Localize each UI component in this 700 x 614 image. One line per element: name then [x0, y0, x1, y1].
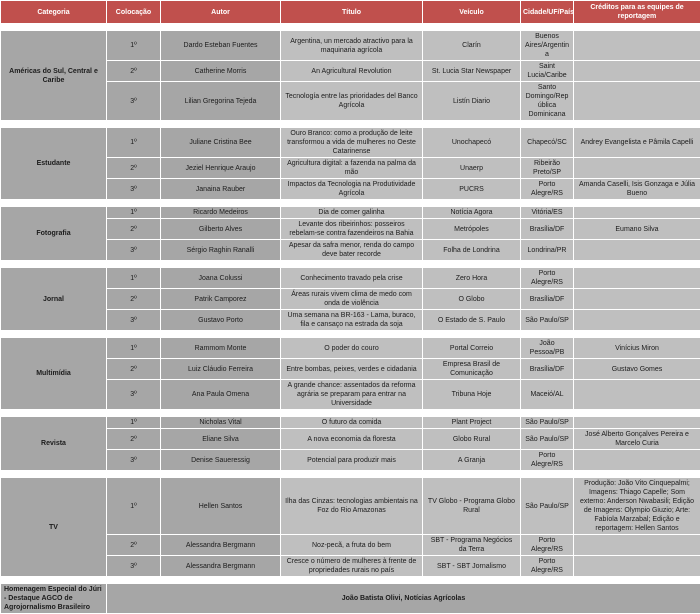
title-cell: Cresce o número de mulheres à frente de propriedades rurais no país	[281, 556, 423, 577]
place-cell: 2º	[107, 429, 161, 450]
credits-cell: Produção: João Vito Cinquepalmi; Imagens: Thiago Capelle; Som externo: Anderson Nwabasili; Edição de Imagens: Olympio Giuzio; Arte: Fabíola Marzabal; Edição e reportagem: Hellen Santos	[574, 478, 700, 535]
place-cell: 1º	[107, 268, 161, 289]
title-cell: Agricultura digital: a fazenda na palma da mão	[281, 158, 423, 179]
spacer-row	[1, 331, 700, 338]
title-cell: Levante dos ribeirinhos: posseiros rebelam-se contra fazendeiros na Bahia	[281, 219, 423, 240]
place-cell: 2º	[107, 219, 161, 240]
credits-cell: José Alberto Gonçalves Pereira e Marcelo Curia	[574, 429, 700, 450]
place-cell: 2º	[107, 535, 161, 556]
author-cell: Patrik Camporez	[161, 289, 281, 310]
city-cell: São Paulo/SP	[521, 478, 574, 535]
author-cell: Jeziel Henrique Araujo	[161, 158, 281, 179]
author-cell: Sérgio Raghin Ranalli	[161, 240, 281, 261]
spacer-row	[1, 577, 700, 584]
header-autor: Autor	[161, 1, 281, 24]
credits-cell	[574, 31, 700, 61]
credits-cell	[574, 289, 700, 310]
author-cell: Ricardo Medeiros	[161, 207, 281, 219]
author-cell: Catherine Morris	[161, 61, 281, 82]
title-cell: Potencial para produzir mais	[281, 450, 423, 471]
vehicle-cell: TV Globo - Programa Globo Rural	[423, 478, 521, 535]
table-row	[1, 338, 700, 359]
place-cell: 3º	[107, 450, 161, 471]
vehicle-cell: O Estado de S. Paulo	[423, 310, 521, 331]
title-cell: Noz-pecã, a fruta do bem	[281, 535, 423, 556]
city-cell: Porto Alegre/RS	[521, 268, 574, 289]
author-cell: Denise Saueressig	[161, 450, 281, 471]
header-veiculo: Veículo	[423, 1, 521, 24]
header-titulo: Título	[281, 1, 423, 24]
category-cell: Homenagem Especial do Júri - Destaque AGCO de Agrojornalismo Brasileiro	[1, 584, 107, 614]
table-row	[1, 478, 700, 535]
city-cell: Vitória/ES	[521, 207, 574, 219]
vehicle-cell: Listín Diario	[423, 82, 521, 121]
spacer-row	[1, 121, 700, 128]
table-row	[1, 268, 700, 289]
author-cell: Rammom Monte	[161, 338, 281, 359]
special-mention-row	[1, 584, 700, 614]
title-cell: Dia de comer galinha	[281, 207, 423, 219]
credits-cell: Eumano Silva	[574, 219, 700, 240]
vehicle-cell: Unaerp	[423, 158, 521, 179]
title-cell: Ilha das Cinzas: tecnologias ambientais na Foz do Rio Amazonas	[281, 478, 423, 535]
vehicle-cell: Empresa Brasil de Comunicação	[423, 359, 521, 380]
vehicle-cell: SBT - Programa Negócios da Terra	[423, 535, 521, 556]
city-cell: São Paulo/SP	[521, 429, 574, 450]
city-cell: Brasília/DF	[521, 289, 574, 310]
author-cell: Ana Paula Omena	[161, 380, 281, 410]
place-cell: 2º	[107, 158, 161, 179]
credits-cell	[574, 535, 700, 556]
title-cell: A nova economia da floresta	[281, 429, 423, 450]
city-cell: Maceió/AL	[521, 380, 574, 410]
vehicle-cell: PUCRS	[423, 179, 521, 200]
city-cell: Brasília/DF	[521, 359, 574, 380]
vehicle-cell: Tribuna Hoje	[423, 380, 521, 410]
city-cell: Porto Alegre/RS	[521, 450, 574, 471]
author-cell: Nicholas Vital	[161, 417, 281, 429]
vehicle-cell: SBT - SBT Jornalismo	[423, 556, 521, 577]
credits-cell	[574, 158, 700, 179]
place-cell: 1º	[107, 31, 161, 61]
vehicle-cell: O Globo	[423, 289, 521, 310]
title-cell: Uma semana na BR-163 - Lama, buraco, fila e cansaço na estrada da soja	[281, 310, 423, 331]
table-row	[1, 31, 700, 61]
vehicle-cell: Notícia Agora	[423, 207, 521, 219]
place-cell: 1º	[107, 478, 161, 535]
title-cell: Tecnología entre las prioridades del Banco Agrícola	[281, 82, 423, 121]
credits-cell	[574, 310, 700, 331]
city-cell: Brasília/DF	[521, 219, 574, 240]
title-cell: O poder do couro	[281, 338, 423, 359]
title-cell: Conhecimento travado pela crise	[281, 268, 423, 289]
author-cell: Gustavo Porto	[161, 310, 281, 331]
author-cell: Eliane Silva	[161, 429, 281, 450]
spacer-row	[1, 261, 700, 268]
title-cell: O futuro da comida	[281, 417, 423, 429]
title-cell: Apesar da safra menor, renda do campo deve bater recorde	[281, 240, 423, 261]
city-cell: Ribeirão Preto/SP	[521, 158, 574, 179]
header-colocacao: Colocação	[107, 1, 161, 24]
credits-cell	[574, 268, 700, 289]
header-row	[1, 1, 700, 24]
place-cell: 2º	[107, 61, 161, 82]
author-cell: Dardo Esteban Fuentes	[161, 31, 281, 61]
vehicle-cell: Clarín	[423, 31, 521, 61]
title-cell: Impactos da Tecnologia na Produtividade Agrícola	[281, 179, 423, 200]
author-cell: Janaina Rauber	[161, 179, 281, 200]
credits-cell	[574, 240, 700, 261]
table-row	[1, 417, 700, 429]
vehicle-cell: Metrópoles	[423, 219, 521, 240]
category-cell: TV	[1, 478, 107, 577]
vehicle-cell: Portal Correio	[423, 338, 521, 359]
city-cell: São Paulo/SP	[521, 417, 574, 429]
table-row	[1, 128, 700, 158]
place-cell: 3º	[107, 556, 161, 577]
city-cell: Buenos Aires/Argentina	[521, 31, 574, 61]
city-cell: Saint Lucia/Caribe	[521, 61, 574, 82]
city-cell: Porto Alegre/RS	[521, 535, 574, 556]
city-cell: João Pessoa/PB	[521, 338, 574, 359]
vehicle-cell: A Granja	[423, 450, 521, 471]
place-cell: 1º	[107, 128, 161, 158]
title-cell: Argentina, un mercado atractivo para la maquinaria agrícola	[281, 31, 423, 61]
author-cell: Gilberto Alves	[161, 219, 281, 240]
credits-cell: Andrey Evangelista e Pâmila Capelli	[574, 128, 700, 158]
credits-cell: Amanda Caselli, Isis Gonzaga e Júlia Bueno	[574, 179, 700, 200]
place-cell: 3º	[107, 240, 161, 261]
title-cell: Áreas rurais vivem clima de medo com onda de violência	[281, 289, 423, 310]
place-cell: 3º	[107, 82, 161, 121]
category-cell: Multimídia	[1, 338, 107, 410]
title-cell: An Agricultural Revolution	[281, 61, 423, 82]
title-cell: Entre bombas, peixes, verdes e cidadania	[281, 359, 423, 380]
place-cell: 2º	[107, 289, 161, 310]
title-cell: Ouro Branco: como a produção de leite transformou a vida de mulheres no Oeste Catarinense	[281, 128, 423, 158]
vehicle-cell: Unochapecó	[423, 128, 521, 158]
table-row	[1, 207, 700, 219]
category-cell: Jornal	[1, 268, 107, 331]
author-cell: Alessandra Bergmann	[161, 535, 281, 556]
credits-cell	[574, 380, 700, 410]
credits-cell: Vinícius Miron	[574, 338, 700, 359]
category-cell: Revista	[1, 417, 107, 471]
spacer-row	[1, 471, 700, 478]
header-categoria: Categoria	[1, 1, 107, 24]
title-cell: A grande chance: assentados da reforma agrária se preparam para entrar na Universidade	[281, 380, 423, 410]
special-mention-value: João Batista Olivi, Notícias Agrícolas	[107, 584, 700, 614]
vehicle-cell: Plant Project	[423, 417, 521, 429]
category-cell: Fotografia	[1, 207, 107, 261]
credits-cell	[574, 417, 700, 429]
spacer-row	[1, 24, 700, 31]
place-cell: 1º	[107, 207, 161, 219]
vehicle-cell: Folha de Londrina	[423, 240, 521, 261]
credits-cell	[574, 61, 700, 82]
city-cell: Santo Domingo/República Dominicana	[521, 82, 574, 121]
city-cell: São Paulo/SP	[521, 310, 574, 331]
author-cell: Lilian Gregorina Tejeda	[161, 82, 281, 121]
category-cell: Américas do Sul, Central e Caribe	[1, 31, 107, 121]
author-cell: Juliane Cristina Bee	[161, 128, 281, 158]
place-cell: 3º	[107, 179, 161, 200]
place-cell: 1º	[107, 417, 161, 429]
city-cell: Chapecó/SC	[521, 128, 574, 158]
header-creditos: Créditos para as equipes de reportagem	[574, 1, 700, 24]
spacer-row	[1, 410, 700, 417]
place-cell: 3º	[107, 310, 161, 331]
vehicle-cell: Globo Rural	[423, 429, 521, 450]
credits-cell: Gustavo Gomes	[574, 359, 700, 380]
author-cell: Hellen Santos	[161, 478, 281, 535]
city-cell: Porto Alegre/RS	[521, 556, 574, 577]
category-cell: Estudante	[1, 128, 107, 200]
spacer-row	[1, 200, 700, 207]
credits-cell	[574, 82, 700, 121]
vehicle-cell: St. Lucia Star Newspaper	[423, 61, 521, 82]
city-cell: Londrina/PR	[521, 240, 574, 261]
author-cell: Alessandra Bergmann	[161, 556, 281, 577]
header-cidade: Cidade/UF/País	[521, 1, 574, 24]
credits-cell	[574, 556, 700, 577]
author-cell: Luiz Cláudio Ferreira	[161, 359, 281, 380]
credits-cell	[574, 450, 700, 471]
author-cell: Joana Colussi	[161, 268, 281, 289]
vehicle-cell: Zero Hora	[423, 268, 521, 289]
place-cell: 1º	[107, 338, 161, 359]
city-cell: Porto Alegre/RS	[521, 179, 574, 200]
credits-cell	[574, 207, 700, 219]
place-cell: 3º	[107, 380, 161, 410]
place-cell: 2º	[107, 359, 161, 380]
